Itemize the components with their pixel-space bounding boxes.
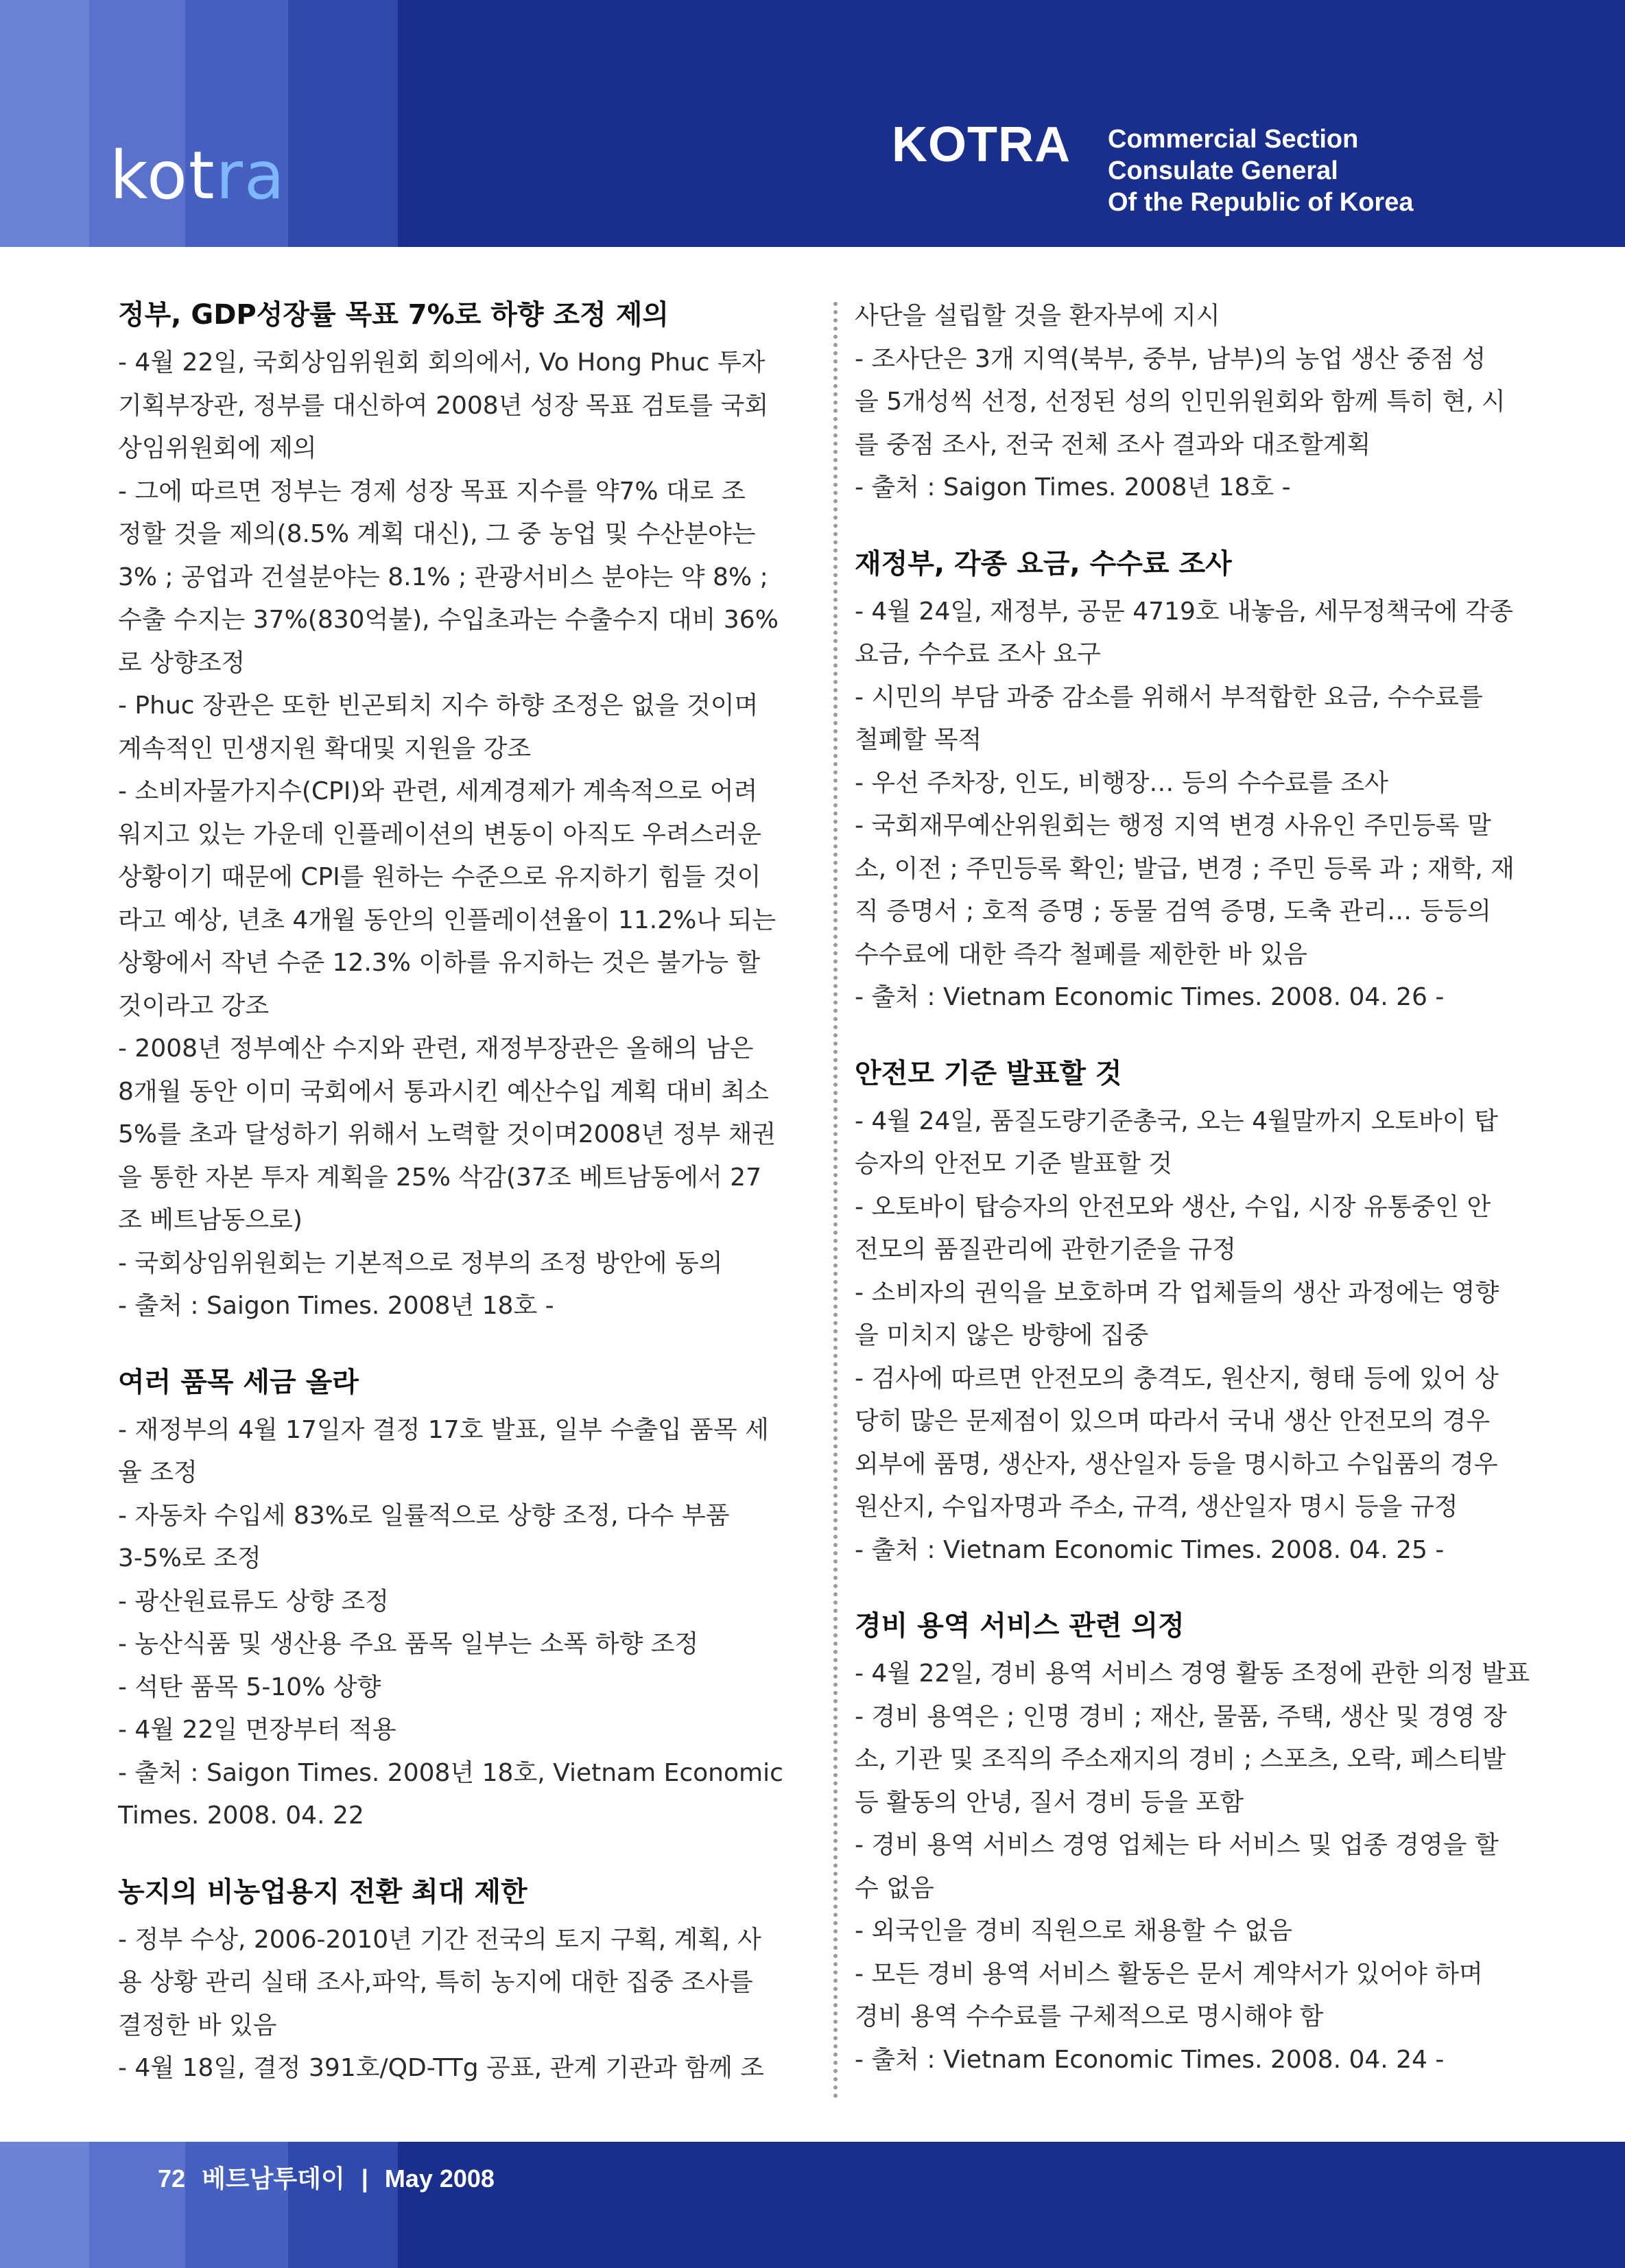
article-line: - 오토바이 탑승자의 안전모와 생산, 수입, 시장 유통중인 안	[855, 1192, 1491, 1221]
article-line: - 4월 22일, 국회상임위원회 회의에서, Vo Hong Phuc 투자	[118, 349, 766, 377]
article-line: 3-5%로 조정	[118, 1544, 261, 1572]
article-line: - 경비 용역은 ; 인명 경비 ; 재산, 물품, 주택, 생산 및 경영 장	[855, 1702, 1507, 1731]
article-line: - 조사단은 3개 지역(북부, 중부, 남부)의 농업 생산 중점 성	[855, 344, 1486, 373]
article-line: - 우선 주차장, 인도, 비행장… 등의 수수료를 조사	[855, 768, 1388, 797]
article-line: 등 활동의 안녕, 질서 경비 등을 포함	[855, 1788, 1244, 1817]
article-line: - 출처 : Vietnam Economic Times. 2008. 04. 25 -	[855, 1535, 1445, 1564]
article-line: Times. 2008. 04. 22	[118, 1802, 364, 1830]
column-divider	[833, 302, 838, 2099]
article-line: 를 중점 조사, 전국 전체 조사 결과와 대조할계획	[855, 430, 1371, 459]
header-stripe	[288, 0, 398, 247]
footer-text	[158, 2160, 504, 2195]
kotra-logo: kotra	[110, 137, 286, 214]
article-line: - 출처 : Saigon Times. 2008년 18호, Vietnam Economic	[118, 1758, 783, 1787]
brand-subtitle-line: Of the Republic of Korea	[1108, 188, 1414, 217]
article-line: 상황에서 작년 수준 12.3% 이하를 유지하는 것은 불가능 할	[118, 949, 761, 977]
article-line: 승자의 안전모 기준 발표할 것	[855, 1150, 1173, 1178]
article-section	[855, 295, 1547, 510]
article-title: 안전모 기준 발표할 것	[855, 1057, 1122, 1089]
article-title: 경비 용역 서비스 관련 의정	[855, 1610, 1185, 1642]
header-stripe	[0, 0, 89, 247]
article-line: - 소비자물가지수(CPI)와 관련, 세계경제가 계속적으로 어려	[118, 777, 758, 805]
page-header	[0, 0, 1625, 247]
article-line: - 2008년 정부예산 수지와 관련, 재정부장관은 올해의 남은	[118, 1035, 754, 1063]
article-line: - 4월 18일, 결정 391호/QD-TTg 공표, 관계 기관과 함께 조	[118, 2054, 765, 2082]
article-line: 수 없음	[855, 1874, 934, 1902]
article-line: 전모의 품질관리에 관한기준을 규정	[855, 1236, 1236, 1264]
article-line: - 4월 22일 면장부터 적용	[118, 1716, 396, 1744]
article-section	[855, 1054, 1547, 1572]
brand-title: KOTRA	[892, 117, 1071, 172]
article-line: 용 상황 관리 실태 조사,파악, 특히 농지에 대한 집중 조사를	[118, 1968, 753, 1996]
article-line: - 시민의 부담 과중 감소를 위해서 부적합한 요금, 수수료를	[855, 683, 1483, 711]
article-line: 기획부장관, 정부를 대신하여 2008년 성장 목표 검토를 국회	[118, 391, 769, 420]
article-section	[118, 1872, 811, 2090]
brand-subtitle-line: Commercial Section	[1108, 125, 1359, 154]
article-line: - 국회재무예산위원회는 행정 지역 변경 사유인 주민등록 말	[855, 812, 1491, 840]
page-footer	[0, 2142, 1625, 2268]
article-line: 수수료에 대한 즉각 철폐를 제한한 바 있음	[855, 940, 1307, 969]
article-line: - 국회상임위원회는 기본적으로 정부의 조정 방안에 동의	[118, 1249, 723, 1277]
article-section	[855, 1606, 1547, 2081]
article-line: - 석탄 품목 5-10% 상향	[118, 1673, 381, 1701]
article-line: - 자동차 수입세 83%로 일률적으로 상향 조정, 다수 부품	[118, 1501, 730, 1530]
article-line: 조 베트남동으로)	[118, 1206, 303, 1234]
right-column	[855, 295, 1547, 2116]
article-title: 여러 품목 세금 올라	[118, 1366, 359, 1398]
footer-separator: |	[361, 2164, 368, 2193]
article-line: - 출처 : Saigon Times. 2008년 18호 -	[118, 1292, 554, 1320]
article-line: - 외국인을 경비 직원으로 채용할 수 없음	[855, 1917, 1293, 1945]
article-section	[118, 1362, 811, 1838]
article-line: 워지고 있는 가운데 인플레이션의 변동이 아직도 우려스러운	[118, 820, 762, 849]
article-line: 외부에 품명, 생산자, 생산일자 등을 명시하고 수입품의 경우	[855, 1450, 1498, 1478]
article-line: 것이라고 강조	[118, 991, 270, 1020]
article-line: 사단을 설립할 것을 환자부에 지시	[855, 302, 1220, 330]
article-line: - 재정부의 4월 17일자 결정 17호 발표, 일부 수출입 품목 세	[118, 1415, 769, 1444]
article-line: 경비 용역 수수료를 구체적으로 명시해야 함	[855, 2003, 1324, 2031]
article-line: 8개월 동안 이미 국회에서 통과시킨 예산수입 계획 대비 최소	[118, 1077, 770, 1106]
article-title: 농지의 비농업용지 전환 최대 제한	[118, 1876, 527, 1908]
article-line: 결정한 바 있음	[118, 2011, 277, 2040]
article-line: 정할 것을 제의(8.5% 계획 대신), 그 중 농업 및 수산분야는	[118, 520, 756, 548]
article-line: - 4월 22일, 경비 용역 서비스 경영 활동 조정에 관한 의정 발표	[855, 1659, 1530, 1688]
brand-subtitle	[1108, 123, 1413, 218]
article-line: - 출처 : Vietnam Economic Times. 2008. 04. 24 -	[855, 2045, 1445, 2074]
article-line: 철폐할 목적	[855, 726, 982, 754]
article-line: 을 5개성씩 선정, 선정된 성의 인민위원회와 함께 특히 현, 시	[855, 388, 1506, 416]
article-line: - 정부 수상, 2006-2010년 기간 전국의 토지 구획, 계획, 사	[118, 1925, 761, 1954]
article-line: 직 증명서 ; 호적 증명 ; 동물 검역 증명, 도축 관리… 등등의	[855, 897, 1491, 925]
article-line: - 4월 24일, 품질도량기준총국, 오는 4월말까지 오토바이 탑	[855, 1107, 1498, 1135]
article-line: 상황이기 때문에 CPI를 원하는 수준으로 유지하기 힘들 것이	[118, 863, 761, 891]
article-section	[855, 544, 1547, 1019]
brand-subtitle-line: Consulate General	[1108, 156, 1338, 185]
article-line: - Phuc 장관은 또한 빈곤퇴치 지수 하향 조정은 없을 것이며	[118, 692, 759, 720]
article-line: 원산지, 수입자명과 주소, 규격, 생산일자 명시 등을 규정	[855, 1493, 1458, 1521]
footer-stripe	[0, 2142, 89, 2268]
article-line: - 광산원료류도 상향 조정	[118, 1587, 390, 1616]
article-line: 5%를 초과 달성하기 위해서 노력할 것이며2008년 정부 채권	[118, 1120, 776, 1148]
article-line: 로 상향조정	[118, 648, 246, 677]
article-line: - 출처 : Vietnam Economic Times. 2008. 04. 26 -	[855, 983, 1445, 1011]
page-number: 72	[158, 2164, 186, 2193]
article-line: 을 미치지 않은 방향에 집중	[855, 1321, 1149, 1349]
article-line: - 검사에 따르면 안전모의 충격도, 원산지, 형태 등에 있어 상	[855, 1364, 1499, 1393]
article-title: 정부, GDP성장률 목표 7%로 하향 조정 제의	[118, 299, 669, 331]
left-column	[118, 295, 811, 2125]
article-line: 라고 예상, 년초 4개월 동안의 인플레이션율이 11.2%나 되는	[118, 906, 776, 934]
article-line: 계속적인 민생지원 확대및 지원을 강조	[118, 734, 532, 763]
article-section	[118, 295, 811, 1328]
article-line: 3% ; 공업과 건설분야는 8.1% ; 관광서비스 분야는 약 8% ;	[118, 563, 768, 591]
article-line: 당히 많은 문제점이 있으며 따라서 국내 생산 안전모의 경우	[855, 1407, 1491, 1435]
article-line: - 4월 24일, 재정부, 공문 4719호 내놓음, 세무정책국에 각종	[855, 597, 1513, 626]
article-line: 요금, 수수료 조사 요구	[855, 640, 1101, 668]
article-line: - 그에 따르면 정부는 경제 성장 목표 지수를 약7% 대로 조	[118, 477, 746, 506]
article-line: - 경비 용역 서비스 경영 업체는 타 서비스 및 업종 경영을 할	[855, 1831, 1499, 1859]
article-title: 재정부, 각종 요금, 수수료 조사	[855, 547, 1232, 580]
article-line: - 모든 경비 용역 서비스 활동은 문서 계약서가 있어야 하며	[855, 1959, 1483, 1988]
magazine-name: 베트남투데이	[202, 2164, 345, 2193]
article-line: 을 통한 자본 투자 계획을 25% 삭감(37조 베트남동에서 27	[118, 1163, 761, 1192]
issue-date: May 2008	[384, 2164, 495, 2193]
article-line: 수출 수지는 37%(830억불), 수입초과는 수출수지 대비 36%	[118, 606, 779, 634]
article-line: 소, 기관 및 조직의 주소재지의 경비 ; 스포츠, 오락, 페스티발	[855, 1745, 1506, 1773]
article-line: - 농산식품 및 생산용 주요 품목 일부는 소폭 하향 조정	[118, 1630, 699, 1658]
article-line: 상임위원회에 제의	[118, 434, 317, 462]
article-line: - 출처 : Saigon Times. 2008년 18호 -	[855, 473, 1291, 501]
article-line: 율 조정	[118, 1458, 198, 1487]
article-line: - 소비자의 권익을 보호하며 각 업체들의 생산 과정에는 영향	[855, 1278, 1499, 1307]
article-line: 소, 이전 ; 주민등록 확인; 발급, 변경 ; 주민 등록 과 ; 재학, 재	[855, 854, 1515, 883]
